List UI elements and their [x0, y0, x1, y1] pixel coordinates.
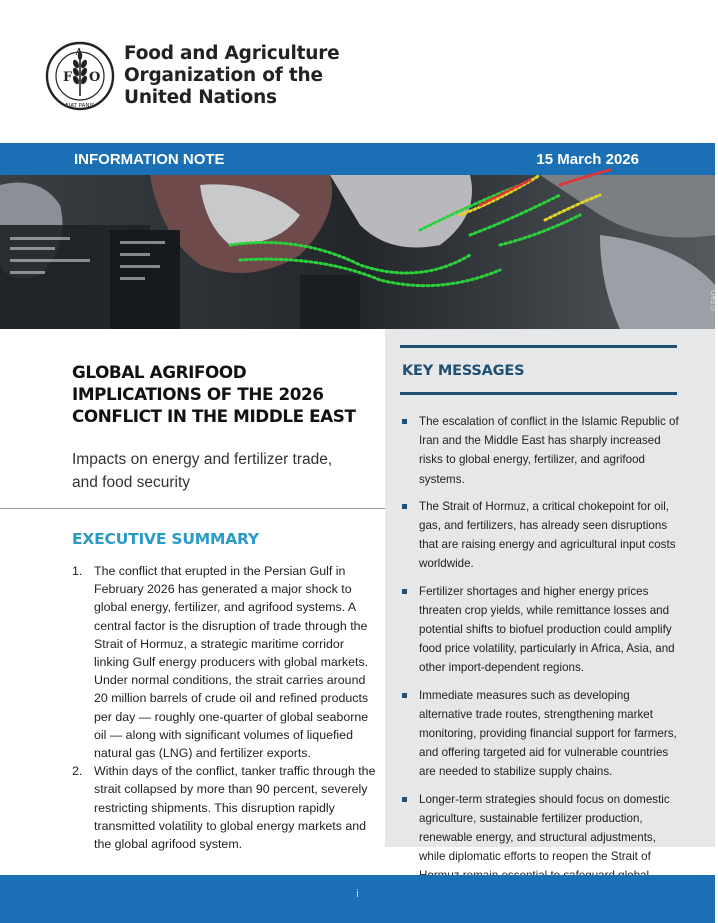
org-name-line: Food and Agriculture	[124, 43, 340, 64]
document-title	[72, 361, 372, 427]
list-item: Longer-term strategies should focus on domestic agriculture, sustainable fertilizer production, renewable energy, and structural adjustments, while diplomatic efforts to reopen the Strait of	[402, 790, 684, 905]
header-photo	[0, 175, 715, 329]
section-divider	[0, 508, 385, 509]
list-item: Immediate measures such as developing alternative trade routes, strengthening market monitoring, providing financial support for farmers, and offering targeted aid for vulnerable countries are needed to stabilize supply chains.	[402, 686, 684, 782]
item-number: 2.	[72, 764, 83, 779]
list-item	[72, 562, 377, 762]
panel-heading-rule	[400, 392, 677, 395]
svg-text:A: A	[75, 48, 83, 58]
key-messages-heading: KEY MESSAGES	[402, 363, 525, 379]
fao-emblem-icon	[44, 40, 116, 112]
panel-top-rule	[400, 345, 677, 348]
list-item	[72, 762, 377, 853]
svg-text:F: F	[63, 70, 73, 85]
page-number: i	[356, 888, 359, 900]
org-name-line: Organization of the	[124, 65, 323, 86]
org-name-line: United Nations	[124, 87, 277, 108]
item-number: 1.	[72, 564, 83, 578]
page-footer	[0, 875, 715, 923]
document-subtitle: Impacts on energy and fertilizer trade, and food security	[72, 451, 333, 491]
svg-text:O: O	[89, 70, 101, 85]
list-item: Fertilizer shortages and higher energy prices threaten crop yields, while remittance losses and potential shifts to biofuel production could amplify food price volatility, particularly in Africa, Asia, and other import-dependent regions.	[402, 582, 684, 678]
item-text: The conflict that erupted in the Persian Gulf in February 2026 has generated a major shock to global energy, fertilizer, and agrifood systems. A central factor is the disruption of trade through the Strait of Hormuz, a strategic maritime corridor linking Gulf energy producers with global markets. Under normal conditions, the strait carries around 20 million barrels of crude oil and refined products per day — roughly one-quarter of global seaborne oil — along with significant volumes of liquefied natural gas (LNG) and fertilizer exports.	[94, 564, 369, 761]
list-item: The Strait of Hormuz, a critical chokepoint for oil, gas, and fertilizers, has already seen disruptions that are raising energy and agricultural input costs worldwide.	[402, 497, 684, 574]
publication-date: 15 March 2026	[536, 151, 639, 168]
logo-motto: FIAT PANIS	[65, 103, 95, 109]
document-type-label: INFORMATION NOTE	[74, 151, 225, 168]
title-line: CONFLICT IN THE MIDDLE EAST	[72, 406, 356, 426]
fao-logo	[44, 40, 340, 112]
item-text: Within days of the conflict, tanker traffic through the strait collapsed by more than 90 percent, severely restricting shipments. This disruption rapidly transmitted volatility to global energy markets and the global agrifood system.	[94, 764, 376, 852]
executive-summary-heading: EXECUTIVE SUMMARY	[72, 530, 259, 548]
list-item: The escalation of conflict in the Islamic Republic of Iran and the Middle East has sharply increased risks to global energy, fertilizer, and agrifood systems.	[402, 412, 684, 489]
photo-credit: © FAO	[711, 290, 718, 312]
organization-name	[124, 43, 340, 109]
title-line: GLOBAL AGRIFOOD	[72, 362, 247, 382]
title-line: IMPLICATIONS OF THE 2026	[72, 384, 324, 404]
map-screen-photo	[0, 175, 715, 329]
executive-summary-list	[72, 562, 377, 853]
key-messages-list	[402, 412, 684, 913]
